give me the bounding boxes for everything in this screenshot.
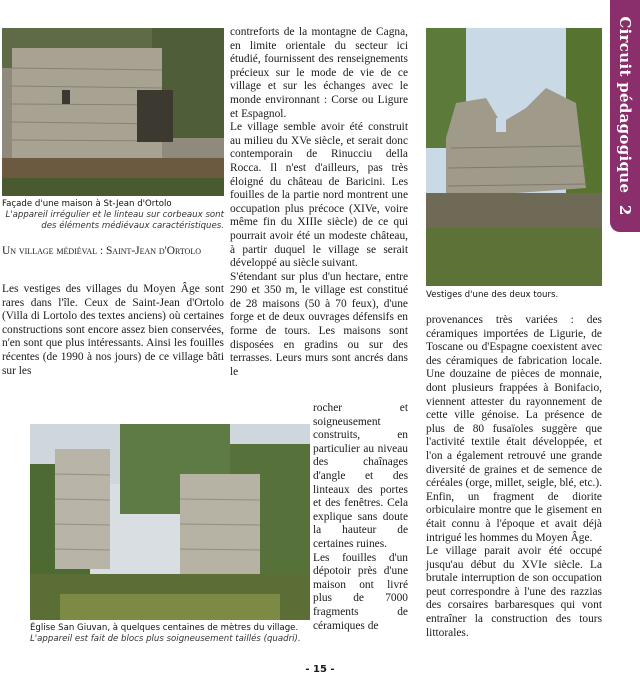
photo-church-subcaption: L'appareil est fait de blocs plus soigneusement taillés (quadri). [30,634,301,644]
photo-church-caption: Église San Giuvan, à quelques centaines de mètres du village. [30,623,299,633]
photo-tower [426,28,602,286]
column-1-text [2,283,224,378]
page-number: - 15 - [305,664,335,675]
house-facade-image [2,28,224,196]
photo-church-caption-block [30,623,310,645]
col2-paragraph-2: Le village semble avoir été construit au milieu du XVe siècle, et serait donc contemporain de Rinucciu della Rocca. Il n'est d'ailleurs, pas très éloigné du château de Baricini. Les fouilles de la partie nord montrent une occupation plus précoce (XIVe, voire même fin du XIIIe siècle) de ce qui pourrait avoir été un modeste château, à partir duquel le village se serait développé au siècle suivant. [230,121,408,270]
side-tab-label: Circuit pédagogique [616,16,634,194]
side-tab-number: 2 [616,204,634,216]
tower-image [426,28,602,286]
side-tab [610,0,640,232]
church-image [30,424,310,620]
photo-house-caption: Façade d'une maison à St-Jean d'Ortolo [2,199,172,209]
col2-paragraph-3b: rocher et soigneusement construits, en particulier au niveau des chaînages d'angle et des linteaux des portes et des fenêtres. Cela explique sans doute la hauteur de certaines ruines. [313,402,408,550]
col3-paragraph-1: provenances très variées : des céramiques importées de Ligurie, de Toscane ou d'Espagne coexistent avec des céramiques de fabrication locale. Une douzaine de pièces de monnaie, dont plusieurs frappées à Bonifacio, viennent attester du rayonnement de cette ville génoise. La présence de plus de 80 fusaïoles suggère que l'activité textile était développée, et l'on a également retrouvé une grande diversité de graines et de semence de céréales (orge, millet, seigle, blé, etc.). Enfin, un fragment de diorite orbiculaire montre que le gisement en était connu à l'époque et avait déjà intrigué les hommes du Moyen Âge. [426,314,602,544]
photo-house-caption-block [2,199,224,232]
photo-house-subcaption: L'appareil irrégulier et le linteau sur corbeaux sont des éléments médiévaux caractéristiques. [5,210,224,231]
col2-paragraph-3: S'étendant sur plus d'un hectare, entre 290 et 350 m, le village est constitué de 28 maisons (50 à 70 feux), d'une forge et de deux ouvrages défensifs en forme de tours. Les maisons sont disposées en gradins ou sur des terrasses. Leurs murs sont ancrés dans le [230,270,408,378]
column-2-text [230,26,408,379]
photo-house-facade [2,28,224,196]
section-heading: Un village médiéval : Saint-Jean d'Ortolo [2,245,202,257]
col2-paragraph-1: contreforts de la montagne de Cagna, en limite orientale du secteur ici étudié, fournissent des renseignements précieux sur le mode de vie de ce village et sur les échanges avec le monde environnant : Corse ou Ligure et Espagnol. [230,26,408,120]
col3-paragraph-2: Le village parait avoir été occupé jusqu'au début du XVIe siècle. La brutale interruption de son occupation peut correspondre à l'une des razzias des corsaires barbaresques qui vont entraîner la construction des tours littorales. [426,545,602,639]
column-2-wrap-text [313,402,408,633]
photo-tower-caption: Vestiges d'une des deux tours. [426,290,559,300]
col1-paragraph-1: Les vestiges des villages du Moyen Âge sont rares dans l'île. Ceux de Saint-Jean d'Ortolo (Villa di Lortolo des textes anciens) où certaines constructions sont encore assez bien conservées, n'en sont que plus intéressants. Ainsi les fouilles récentes (de 1990 à nos jours) de ce village bâti sur les [2,283,224,377]
col2-paragraph-4: Les fouilles d'un dépotoir près d'une maison ont livré plus de 7000 fragments de céramiques de [313,551,408,632]
photo-church [30,424,310,620]
column-3-text [426,314,602,640]
side-tab-text [616,16,634,215]
